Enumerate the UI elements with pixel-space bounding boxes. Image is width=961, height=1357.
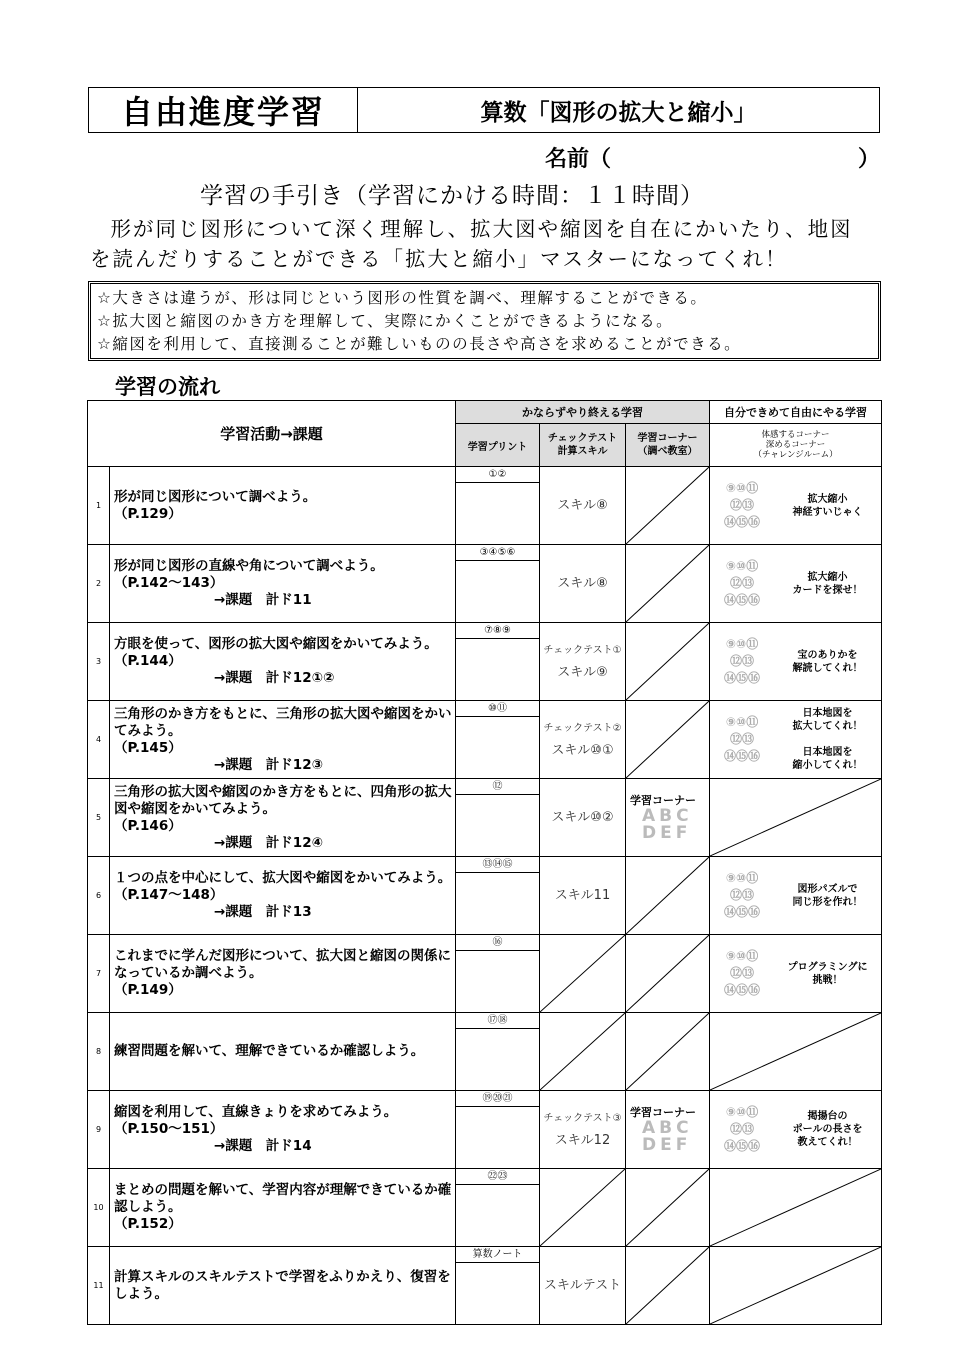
strike-diagonal bbox=[626, 1169, 709, 1246]
print-cell: ⑩⑪ bbox=[456, 701, 540, 779]
row-number: 10 bbox=[88, 1169, 110, 1247]
row-number: 2 bbox=[88, 545, 110, 623]
must-header: かならずやり終える学習 bbox=[456, 401, 710, 424]
free-cell bbox=[710, 935, 882, 1013]
free-header: 自分できめて自由にやる学習 bbox=[710, 401, 882, 424]
corner-cell bbox=[626, 1247, 710, 1325]
task-cell: 練習問題を解いて、理解できているか確認しよう。 bbox=[110, 1013, 456, 1091]
table-row bbox=[88, 623, 882, 701]
free-cell bbox=[710, 1247, 882, 1325]
print-cell: ⑫ bbox=[456, 779, 540, 857]
task-cell: これまでに学んだ図形について、拡大図と縮図の関係になっているか調べよう。 （P.149） bbox=[110, 935, 456, 1013]
strike-diagonal bbox=[710, 779, 881, 856]
strike-diagonal bbox=[626, 857, 709, 934]
strike-diagonal bbox=[710, 1169, 881, 1246]
print-cell: ⑬⑭⑮ bbox=[456, 857, 540, 935]
row-number: 1 bbox=[88, 467, 110, 545]
table-row bbox=[88, 857, 882, 935]
col-free: 体感するコーナー 深めるコーナー （チャレンジルーム） bbox=[710, 424, 882, 467]
free-desc: 日本地図を 拡大してくれ！ 日本地図を 縮小してくれ！ bbox=[792, 708, 863, 771]
goal-item: ☆縮図を利用して、直接測ることが難しいものの長さや高さを求めることができる。 bbox=[97, 335, 742, 353]
free-cell bbox=[710, 1013, 882, 1091]
row-number: 9 bbox=[88, 1091, 110, 1169]
strike-diagonal bbox=[626, 701, 709, 778]
learning-flow-table bbox=[87, 400, 881, 1321]
corner-def: DEF bbox=[642, 1134, 692, 1155]
check-cell: スキル⑧ bbox=[540, 467, 626, 545]
table-row bbox=[88, 1247, 882, 1325]
row-number: 8 bbox=[88, 1013, 110, 1091]
print-cell: ⑯ bbox=[456, 935, 540, 1013]
corner-cell bbox=[626, 701, 710, 779]
table-row bbox=[88, 1013, 882, 1091]
corner-def: DEF bbox=[642, 822, 692, 843]
goal-item: ☆大きさは違うが、形は同じという図形の性質を調べ、理解することができる。 bbox=[97, 289, 708, 307]
corner-abc: ABC bbox=[642, 805, 693, 826]
strike-diagonal bbox=[626, 545, 709, 622]
print-cell: ⑦⑧⑨ bbox=[456, 623, 540, 701]
flow-heading: 学習の流れ bbox=[115, 375, 220, 399]
print-cell: 算数ノート bbox=[456, 1247, 540, 1325]
print-cell: ⑰⑱ bbox=[456, 1013, 540, 1091]
strike-diagonal bbox=[626, 1247, 709, 1324]
name-close: ） bbox=[857, 147, 880, 172]
strike-diagonal bbox=[540, 1169, 625, 1246]
check-cell: チェックテスト② スキル⑩① bbox=[540, 701, 626, 779]
print-cell: ③④⑤⑥ bbox=[456, 545, 540, 623]
col-check: チェックテスト 計算スキル bbox=[540, 424, 626, 467]
corner-cell bbox=[626, 1013, 710, 1091]
free-cell bbox=[710, 857, 882, 935]
free-cell bbox=[710, 623, 882, 701]
table-row bbox=[88, 467, 882, 545]
corner-cell: 学習コーナー ABC DEF bbox=[626, 779, 710, 857]
name-field bbox=[545, 142, 880, 173]
task-cell: 計算スキルのスキルテストで学習をふりかえり、復習をしよう。 bbox=[110, 1247, 456, 1325]
check-cell: スキルテスト bbox=[540, 1247, 626, 1325]
task-cell: 三角形の拡大図や縮図のかき方をもとに、四角形の拡大図や縮図をかいてみよう。 （P.146） →課題 計ド12④ bbox=[110, 779, 456, 857]
row-number: 7 bbox=[88, 935, 110, 1013]
page-title: 自由進度学習 bbox=[89, 88, 358, 132]
task-cell: １つの点を中心にして、拡大図や縮図をかいてみよう。 （P.147～148） →課題 計ド13 bbox=[110, 857, 456, 935]
free-numbers: ⑨⑩⑪ ⑫⑬ ⑭⑮⑯ bbox=[724, 481, 761, 529]
task-cell: 縮図を利用して、直線きょりを求めてみよう。 （P.150～151） →課題 計ド14 bbox=[110, 1091, 456, 1169]
free-numbers: ⑨⑩⑪ ⑫⑬ ⑭⑮⑯ bbox=[724, 949, 761, 997]
free-cell bbox=[710, 467, 882, 545]
free-desc: 拡大縮小 神経すいじゃく bbox=[792, 493, 863, 518]
goals-box bbox=[88, 281, 881, 361]
strike-diagonal bbox=[626, 1013, 709, 1090]
subject-title: 算数「図形の拡大と縮小」 bbox=[480, 99, 757, 126]
corner-cell bbox=[626, 857, 710, 935]
free-numbers: ⑨⑩⑪ ⑫⑬ ⑭⑮⑯ bbox=[724, 1105, 761, 1153]
strike-diagonal bbox=[540, 935, 625, 1012]
activity-header: 学習活動→課題 bbox=[88, 401, 456, 467]
free-cell bbox=[710, 701, 882, 779]
goal-item: ☆拡大図と縮図のかき方を理解して、実際にかくことができるようになる。 bbox=[97, 312, 674, 330]
table-row bbox=[88, 1169, 882, 1247]
free-cell bbox=[710, 1091, 882, 1169]
task-cell: 形が同じ図形の直線や角について調べよう。 （P.142～143） →課題 計ド11 bbox=[110, 545, 456, 623]
check-cell: チェックテスト③ スキル12 bbox=[540, 1091, 626, 1169]
task-cell: 方眼を使って、図形の拡大図や縮図をかいてみよう。 （P.144） →課題 計ド12①② bbox=[110, 623, 456, 701]
free-numbers: ⑨⑩⑪ ⑫⑬ ⑭⑮⑯ bbox=[724, 715, 761, 763]
table-row bbox=[88, 779, 882, 857]
check-cell: チェックテスト① スキル⑨ bbox=[540, 623, 626, 701]
strike-diagonal bbox=[540, 1013, 625, 1090]
corner-abc: ABC bbox=[642, 1117, 693, 1138]
task-cell: 三角形のかき方をもとに、三角形の拡大図や縮図をかいてみよう。 （P.145） →課題 計ド12③ bbox=[110, 701, 456, 779]
corner-cell bbox=[626, 545, 710, 623]
corner-cell bbox=[626, 467, 710, 545]
table-row bbox=[88, 545, 882, 623]
free-desc: 図形パズルで 同じ形を作れ！ bbox=[792, 883, 863, 908]
corner-cell: 学習コーナー ABC DEF bbox=[626, 1091, 710, 1169]
corner-cell bbox=[626, 1169, 710, 1247]
name-label: 名前（ bbox=[545, 147, 612, 172]
check-cell: スキル⑩② bbox=[540, 779, 626, 857]
strike-diagonal bbox=[626, 935, 709, 1012]
strike-diagonal bbox=[626, 623, 709, 700]
table-row bbox=[88, 701, 882, 779]
task-cell: まとめの問題を解いて、学習内容が理解できているか確認しよう。 （P.152） bbox=[110, 1169, 456, 1247]
free-desc: 宝のありかを 解読してくれ！ bbox=[792, 649, 863, 674]
print-cell: ①② bbox=[456, 467, 540, 545]
check-cell bbox=[540, 1013, 626, 1091]
corner-cell bbox=[626, 935, 710, 1013]
guide-heading: 学習の手引き（学習にかける時間：１１時間） bbox=[200, 183, 704, 209]
print-cell: ⑲⑳㉑ bbox=[456, 1091, 540, 1169]
free-cell bbox=[710, 545, 882, 623]
free-desc: プログラミングに 挑戦！ bbox=[787, 961, 868, 986]
check-cell bbox=[540, 935, 626, 1013]
free-desc: 拡大縮小 カードを探せ！ bbox=[792, 571, 863, 596]
print-cell: ㉒㉓ bbox=[456, 1169, 540, 1247]
free-numbers: ⑨⑩⑪ ⑫⑬ ⑭⑮⑯ bbox=[724, 637, 761, 685]
corner-cell bbox=[626, 623, 710, 701]
check-cell: スキル11 bbox=[540, 857, 626, 935]
strike-diagonal bbox=[710, 1247, 881, 1324]
col-corner: 学習コーナー （調べ教室） bbox=[626, 424, 710, 467]
free-desc: 掲揚台の ポールの長さを 教えてくれ！ bbox=[792, 1111, 863, 1148]
free-cell bbox=[710, 1169, 882, 1247]
free-numbers: ⑨⑩⑪ ⑫⑬ ⑭⑮⑯ bbox=[724, 559, 761, 607]
free-cell bbox=[710, 779, 882, 857]
task-cell: 形が同じ図形について調べよう。 （P.129） bbox=[110, 467, 456, 545]
check-cell bbox=[540, 1169, 626, 1247]
row-number: 3 bbox=[88, 623, 110, 701]
row-number: 6 bbox=[88, 857, 110, 935]
check-cell: スキル⑧ bbox=[540, 545, 626, 623]
row-number: 5 bbox=[88, 779, 110, 857]
strike-diagonal bbox=[710, 1013, 881, 1090]
row-number: 11 bbox=[88, 1247, 110, 1325]
free-numbers: ⑨⑩⑪ ⑫⑬ ⑭⑮⑯ bbox=[724, 871, 761, 919]
intro-text: 形が同じ図形について深く理解し、拡大図や縮図を自在にかいたり、地図を読んだりすることができる「拡大と縮小」マスターになってくれ！ bbox=[90, 217, 853, 271]
table-row bbox=[88, 935, 882, 1013]
title-box bbox=[88, 87, 880, 133]
table-row bbox=[88, 1091, 882, 1169]
strike-diagonal bbox=[626, 467, 709, 544]
row-number: 4 bbox=[88, 701, 110, 779]
col-print: 学習プリント bbox=[456, 424, 540, 467]
